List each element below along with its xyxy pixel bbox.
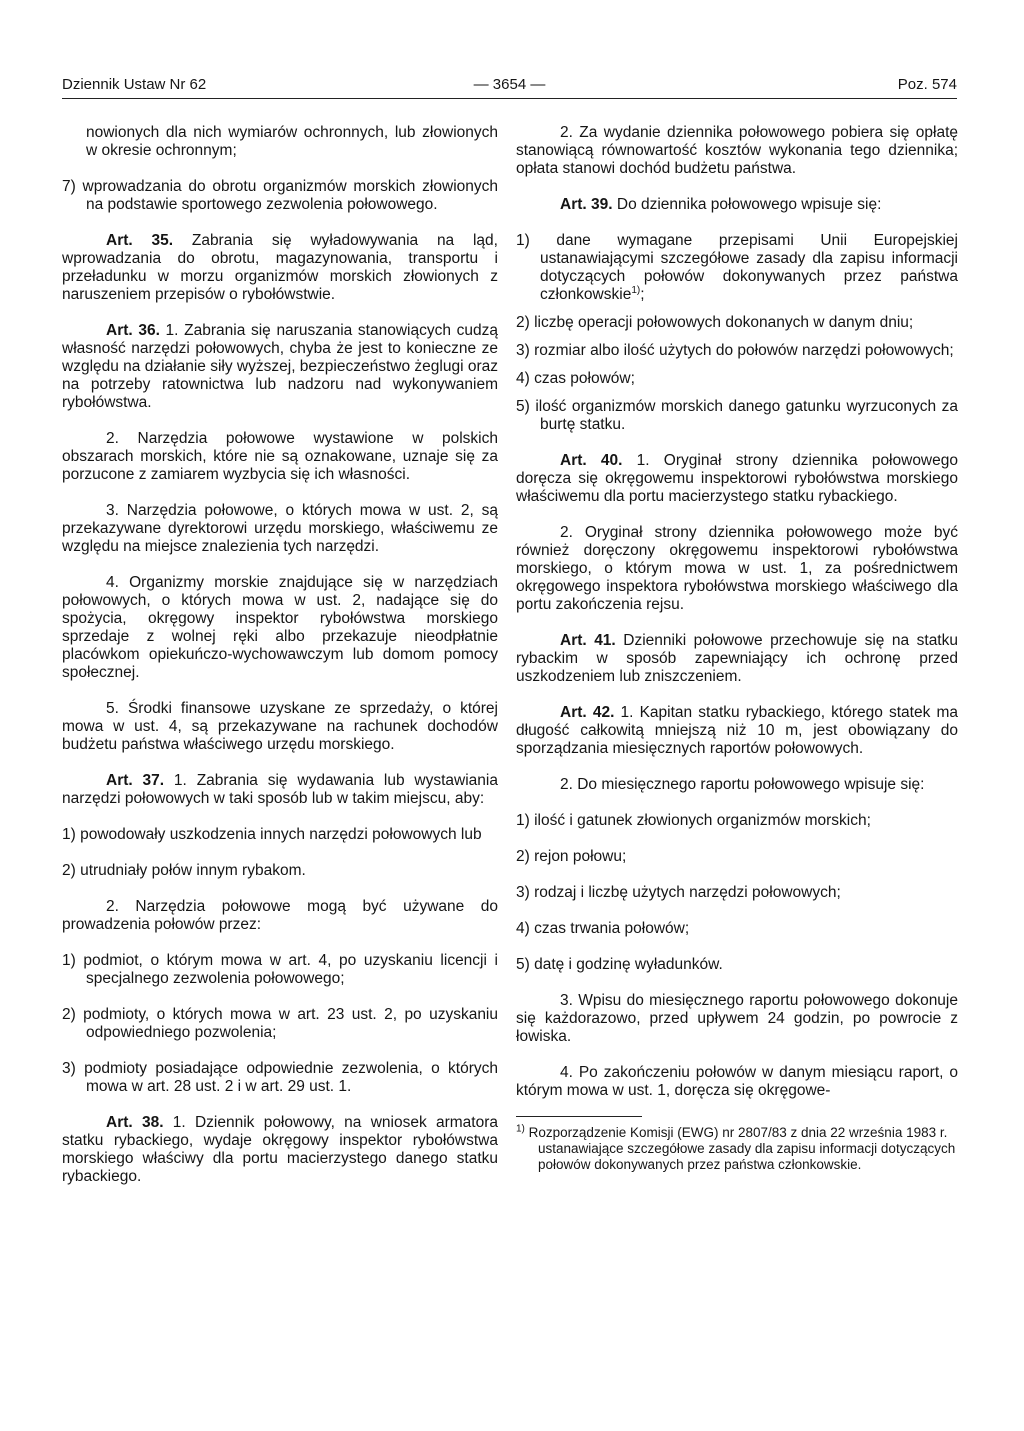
position-number: Poz. 574 (897, 76, 957, 93)
article-label: Art. 38. (106, 1114, 164, 1131)
article-37-para-1 (62, 772, 498, 808)
list-item: 2) podmioty, o których mowa w art. 23 ust. 2, po uzyskaniu odpowiedniego pozwolenia; (62, 1006, 498, 1041)
article-36-para-4: 4. Organizmy morskie znajdujące się w narzędziach połowowych, o których mowa w ust. 2, nadające się do spożycia, okręgowy inspektor rybołówstwa morskiego sprzedaje z wolnej ręki albo przekazuje nieodpłatnie placówkom opiekuńczo-wychowawczym lub domom pomocy społecznej. (62, 574, 498, 681)
journal-title: Dziennik Ustaw Nr 62 (62, 76, 207, 93)
footnote (516, 1125, 958, 1173)
list-item: 1) podmiot, o którym mowa w art. 4, po uzyskaniu licencji i specjalnego zezwolenia połowowego; (62, 952, 498, 987)
article-text: 1. Kapitan statku rybackiego, którego statek ma długość całkowitą mniejszą niż 10 m, jest obowiązany do sporządzania miesięcznych raportów połowowych. (516, 704, 958, 757)
list-item: 5) datę i godzinę wyładunków. (516, 956, 723, 973)
list-item: 5) ilość organizmów morskich danego gatunku wyrzuconych za burtę statku. (516, 398, 958, 433)
article-42-para-3: 3. Wpisu do miesięcznego raportu połowowego dokonuje się każdorazowo, przed upływem 24 godzin, po powrocie z łowiska. (516, 992, 958, 1045)
article-label: Art. 42. (560, 704, 615, 721)
article-38-para-1 (62, 1114, 498, 1186)
footnote-marker: 1) (516, 1123, 525, 1135)
list-item: 4) czas trwania połowów; (516, 920, 690, 937)
article-36-para-2: 2. Narzędzia połowowe wystawione w polskich obszarach morskich, które nie są oznakowane, uznaje się za porzucone z zamiarem wyzbycia się ich własności. (62, 430, 498, 483)
list-item: 7) wprowadzania do obrotu organizmów morskich złowionych na podstawie sportowego zezwolenia połowowego. (62, 178, 498, 213)
article-35 (62, 232, 498, 304)
article-label: Art. 37. (106, 772, 165, 789)
list-item: 3) rodzaj i liczbę użytych narzędzi połowowych; (516, 884, 841, 901)
article-42-para-1 (516, 704, 958, 758)
list-item: 1) powodowały uszkodzenia innych narzędzi połowowych lub (62, 826, 482, 843)
article-36-para-3: 3. Narzędzia połowowe, o których mowa w ust. 2, są przekazywane dyrektorowi urzędu morskiego, właściwemu ze względu na miejsce znalezienia tych narzędzi. (62, 502, 498, 555)
article-label: Art. 36. (106, 322, 160, 339)
list-item: 4) czas połowów; (516, 370, 635, 387)
article-text: 1. Zabrania się wydawania lub wystawiania narzędzi połowowych w taki sposób lub w takim miejscu, aby: (62, 772, 498, 807)
footnote-divider (516, 1116, 642, 1117)
footnote-marker: 1) (631, 284, 641, 296)
page-number: — 3654 — (473, 76, 546, 93)
left-column (62, 124, 498, 1204)
article-36-para-1 (62, 322, 498, 412)
article-label: Art. 39. (560, 196, 613, 213)
article-41 (516, 632, 958, 686)
article-text: 1. Oryginał strony dziennika połowowego doręcza się okręgowemu inspektorowi rybołówstwa morskiego właściwemu dla portu macierzystego statku rybackiego. (516, 452, 958, 505)
article-37-para-2: 2. Narzędzia połowowe mogą być używane do prowadzenia połowów przez: (62, 898, 498, 933)
article-39 (516, 196, 958, 214)
article-text: 1. Dziennik połowowy, na wniosek armatora statku rybackiego, wydaje okręgowy inspektor rybołówstwa morskiego właściwy dla portu macierzystego danego statku rybackiego. (62, 1114, 498, 1185)
footnote-text: Rozporządzenie Komisji (EWG) nr 2807/83 z dnia 22 września 1983 r. ustanawiające szczegółowe zasady dla zapisu informacji dotyczących połowów dokonywanych przez państwa członkowskie. (524, 1125, 956, 1172)
article-42-para-4: 4. Po zakończeniu połowów w danym miesiącu raport, o którym mowa w ust. 1, doręcza się okręgowe- (516, 1064, 958, 1099)
article-36-para-5: 5. Środki finansowe uzyskane ze sprzedaży, o której mowa w ust. 4, są przekazywane na rachunek dochodów budżetu państwa właściwego urzędu morskiego. (62, 700, 498, 753)
article-label: Art. 40. (560, 452, 623, 469)
right-column (516, 124, 958, 1191)
list-item: 2) utrudniały połów innym rybakom. (62, 862, 306, 879)
article-38-para-2: 2. Za wydanie dziennika połowowego pobiera się opłatę stanowiącą równowartość kosztów wykonania tego dziennika; opłata stanowi dochód budżetu państwa. (516, 124, 958, 177)
list-item: 3) podmioty posiadające odpowiednie zezwolenia, o których mowa w art. 28 ust. 2 i w art. 29 ust. 1. (62, 1060, 498, 1095)
article-label: Art. 41. (560, 632, 616, 649)
list-item: 2) rejon połowu; (516, 848, 627, 865)
article-text: Zabrania się wyładowywania na ląd, wprowadzania do obrotu, magazynowania, transportu i przeładunku w morzu organizmów morskich złowionych z naruszeniem przepisów o rybołówstwie. (62, 232, 498, 303)
article-text: 1. Zabrania się naruszania stanowiących cudzą własność narzędzi połowowych, chyba że jest to konieczne ze względu na działanie siły wyższej, bezpieczeństwo żeglugi oraz na potrzeby ratownictwa lub nadzoru nad wykonywaniem rybołówstwa. (62, 322, 498, 411)
list-item: 1) ilość i gatunek złowionych organizmów morskich; (516, 812, 871, 829)
article-40-para-2: 2. Oryginał strony dziennika połowowego może być również doręczony okręgowemu inspektorowi rybołówstwa morskiego, o którym mowa w ust. 1, za pośrednictwem okręgowego inspektora rybołówstwa morskiego właściwego dla portu zakończenia rejsu. (516, 524, 958, 613)
list-item: 3) rozmiar albo ilość użytych do połowów narzędzi połowowych; (516, 342, 954, 359)
article-42-para-2: 2. Do miesięcznego raportu połowowego wpisuje się: (560, 776, 925, 793)
list-item: 1) dane wymagane przepisami Unii Europejskiej ustanawiającymi szczegółowe zasady dla zapisu informacji dotyczących połowów dokonywanych przez państwa członkowskie$^{1)}$; (516, 232, 958, 303)
continued-item-text: nowionych dla nich wymiarów ochronnych, lub złowionych w okresie ochronnym; (86, 124, 498, 159)
list-item: 2) liczbę operacji połowowych dokonanych w danym dniu; (516, 314, 914, 331)
article-text: Do dziennika połowowego wpisuje się: (612, 196, 882, 213)
article-label: Art. 35. (106, 232, 174, 249)
article-40-para-1 (516, 452, 958, 506)
article-text: Dzienniki połowowe przechowuje się na statku rybackim w sposób zapewniający ich ochronę przed uszkodzeniem lub zniszczeniem. (516, 632, 958, 685)
page-header (62, 74, 957, 99)
